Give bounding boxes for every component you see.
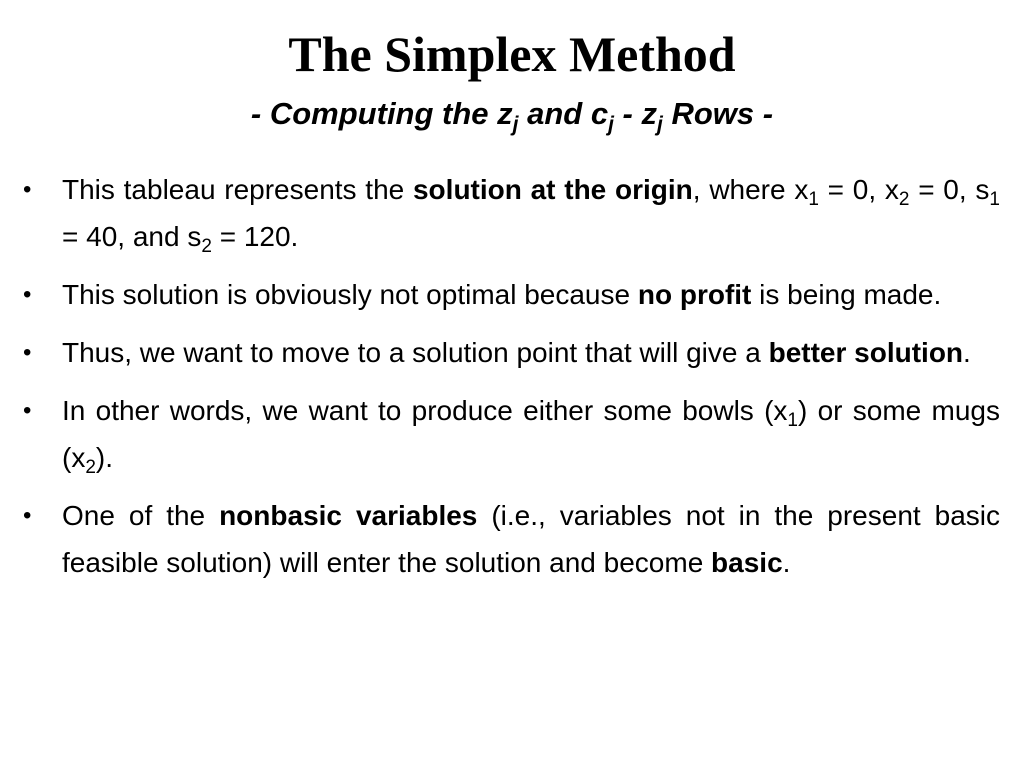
subscript: 1	[808, 189, 819, 210]
bullet-text: This solution is obviously not optimal because	[62, 279, 638, 310]
bullet-text: Thus, we want to move to a solution point that will give a	[62, 337, 769, 368]
bullet-item-origin-solution	[20, 166, 1000, 260]
subscript: 1	[989, 189, 1000, 210]
subtitle-mid: and c	[518, 96, 609, 131]
subscript: 2	[201, 236, 212, 257]
subtitle-suffix: Rows -	[662, 96, 774, 131]
bullet-text: In other words, we want to produce either some bowls (x	[62, 395, 788, 426]
bullet-text: = 0, s	[909, 174, 990, 205]
subtitle-prefix: - Computing the z	[250, 96, 513, 131]
bullet-icon: •	[23, 176, 32, 203]
bullet-emphasis: basic	[711, 547, 783, 578]
bullet-icon: •	[23, 502, 32, 529]
subtitle-subscript-j: j	[512, 113, 519, 136]
bullet-emphasis: solution at the origin	[412, 174, 693, 205]
bullet-item-nonbasic-variables	[20, 492, 1000, 586]
bullet-item-no-profit	[20, 271, 1000, 318]
subscript: 1	[787, 410, 798, 431]
subtitle-subscript-j: j	[608, 113, 614, 136]
bullet-text: This tableau represents the	[62, 174, 413, 205]
bullet-item-bowls-mugs	[20, 387, 1000, 481]
bullet-text: ).	[95, 442, 114, 473]
bullet-icon: •	[23, 339, 32, 366]
bullet-text: , where x	[692, 174, 809, 205]
bullet-text: One of the	[62, 500, 220, 531]
bullet-icon: •	[23, 397, 32, 424]
bullet-emphasis: nonbasic variables	[219, 500, 478, 531]
bullet-text: .	[782, 547, 791, 578]
bullet-text: = 0, x	[818, 174, 899, 205]
bullet-emphasis: no profit	[637, 279, 752, 310]
subscript: 2	[85, 457, 96, 478]
bullet-text: = 40, and s	[62, 221, 202, 252]
subtitle-subscript-j: j	[657, 113, 663, 136]
bullet-emphasis: better solution	[768, 337, 964, 368]
bullet-text: ) or some mugs (x	[62, 395, 1001, 473]
bullet-text: (i.e., variables not in the present basic feasible solution) will enter the solution and become	[62, 500, 1000, 578]
bullet-text: = 120.	[211, 221, 299, 252]
slide-subtitle	[0, 94, 1024, 134]
slide-title: The Simplex Method	[288, 26, 736, 82]
bullet-list	[20, 166, 1000, 597]
bullet-icon: •	[23, 281, 32, 308]
bullet-text: is being made.	[751, 279, 942, 310]
subtitle-mid: - z	[613, 96, 657, 131]
bullet-text: .	[963, 337, 971, 368]
subscript: 2	[898, 189, 910, 210]
bullet-item-better-solution	[20, 329, 1000, 376]
